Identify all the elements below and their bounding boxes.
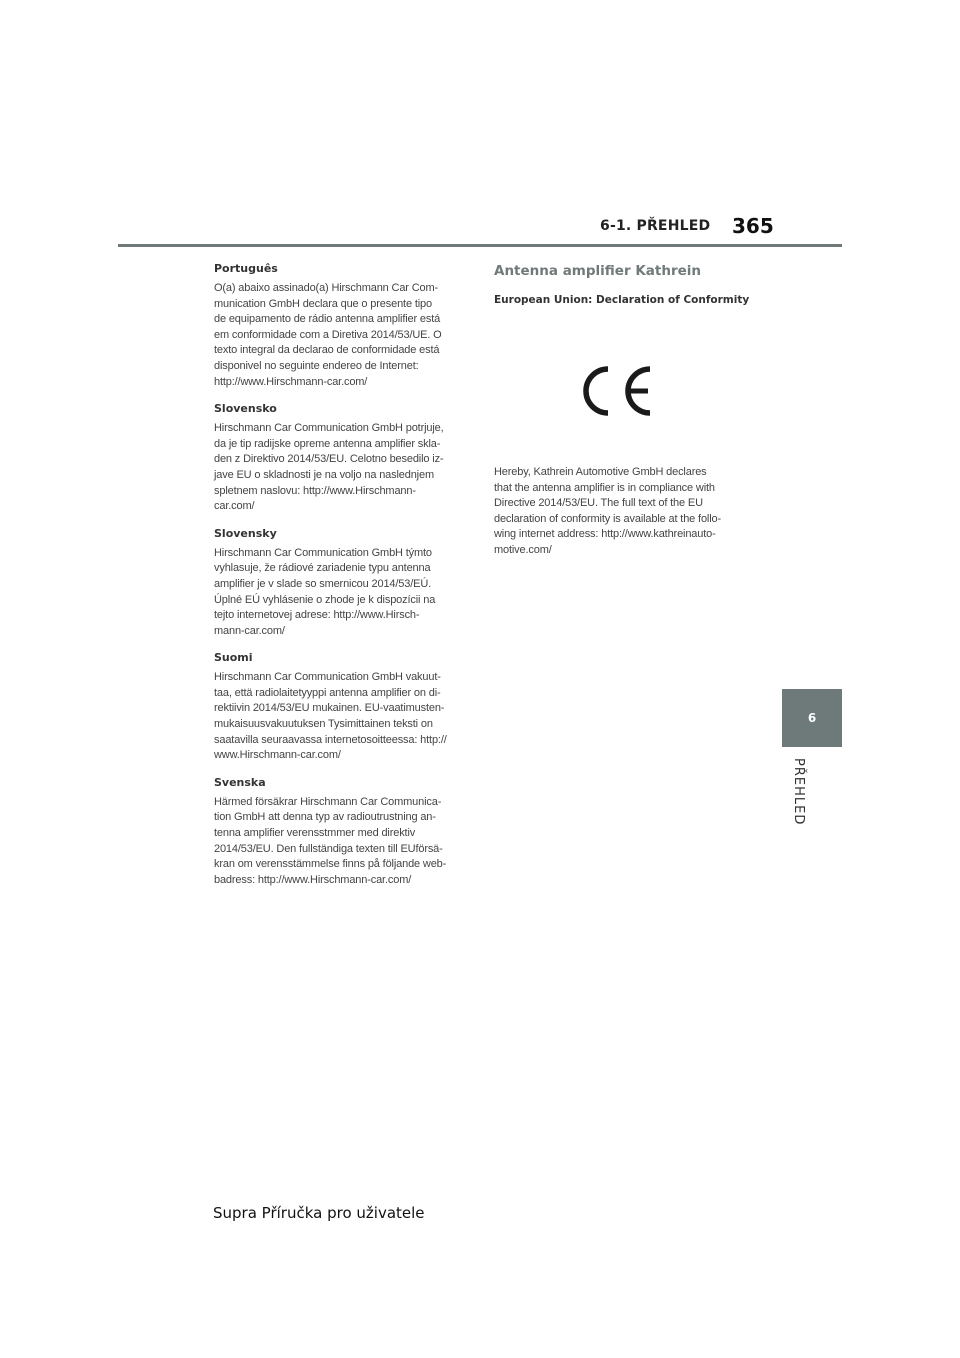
left-column [214, 262, 466, 900]
language-body [214, 281, 466, 390]
language-title: Svenska [214, 775, 266, 789]
footer-text: Supra Příručka pro uživatele [213, 1204, 425, 1222]
body-line: Hirschmann Car Communication GmbH potrjuje, [214, 422, 444, 435]
page-number: 365 [732, 214, 774, 238]
sub-heading: European Union: Declaration of Conformity [494, 294, 750, 306]
body-line: vyhlasuje, že rádiové zariadenie typu antenna [214, 562, 431, 575]
body-line: taa, että radiolaitetyyppi antenna amplifier on di- [214, 686, 441, 699]
body-line: http://www.Hirschmann-car.com/ [214, 375, 368, 388]
body-line: tejto internetovej adrese: http://www.Hirsch- [214, 609, 420, 622]
language-title: Suomi [214, 651, 253, 665]
body-line: rektiivin 2014/53/EU mukainen. EU-vaatimusten- [214, 702, 445, 715]
body-line: Hirschmann Car Communication GmbH týmto [214, 546, 432, 559]
body-line: disponivel no seguinte endereo de Internet: [214, 359, 419, 372]
language-body [214, 670, 466, 764]
body-line: O(a) abaixo assinado(a) Hirschmann Car Com- [214, 282, 439, 294]
body-line: Härmed försäkrar Hirschmann Car Communica- [214, 795, 442, 808]
language-body [214, 795, 466, 889]
body-line: Úplné EÚ vyhlásenie o zhode je k dispozícii na [214, 593, 436, 606]
chapter-tab-label: PŘEHLED [791, 758, 806, 826]
body-line: em conformidade com a Diretiva 2014/53/UE. O [214, 328, 442, 341]
declaration-text [494, 465, 756, 559]
body-line: mukaisuusvakuutuksen Tysimittainen teksti on [214, 718, 433, 731]
body-line: wing internet address: http://www.kathreinauto- [494, 528, 716, 541]
body-line: munication GmbH declara que o presente tipo [214, 297, 432, 310]
body-line: Hirschmann Car Communication GmbH vakuut- [214, 671, 441, 684]
body-line: da je tip radijske opreme antenna amplifier skla- [214, 437, 441, 450]
body-line: tion GmbH att denna typ av radioutrustning an- [214, 811, 436, 824]
ce-mark-area [494, 307, 756, 427]
body-line: mann-car.com/ [214, 624, 285, 637]
body-line: spletnem naslovu: http://www.Hirschmann- [214, 484, 416, 497]
body-line: de equipamento de rádio antenna amplifier está [214, 313, 441, 326]
body-line: Hereby, Kathrein Automotive GmbH declares [494, 466, 707, 478]
chapter-tab: 6 [782, 689, 842, 747]
body-line: 2014/53/EU. Den fullständiga texten till EUförsä- [214, 842, 443, 855]
body-line: den z Direktivo 2014/53/EU. Celotno besedilo iz- [214, 453, 444, 466]
body-line: motive.com/ [494, 543, 552, 556]
body-line: badress: http://www.Hirschmann-car.com/ [214, 873, 412, 886]
section-title: 6-1. PŘEHLED [600, 218, 711, 234]
language-body [214, 421, 466, 515]
body-line: kran om verensstämmelse finns på följande web- [214, 858, 447, 871]
header-rule [118, 244, 842, 247]
body-line: jave EU o skladnosti je na voljo na naslednjem [214, 468, 434, 481]
body-line: tenna amplifier verensstmmer med direktiv [214, 827, 416, 840]
body-line: amplifier je v slade so smernicou 2014/53/EÚ. [214, 577, 432, 590]
right-column [494, 262, 756, 571]
body-line: Directive 2014/53/EU. The full text of the EU [494, 497, 703, 510]
body-line: that the antenna amplifier is in compliance with [494, 481, 715, 494]
body-line: declaration of conformity is available at the follo- [494, 512, 721, 525]
language-title: Slovensky [214, 526, 277, 540]
ce-mark-logo [582, 363, 654, 419]
language-title: Português [214, 262, 278, 275]
body-line: texto integral da declarao de conformidade está [214, 344, 440, 357]
body-line: car.com/ [214, 500, 255, 513]
section-heading: Antenna amplifier Kathrein [494, 263, 702, 279]
body-line: www.Hirschmann-car.com/ [214, 749, 341, 762]
language-title: Slovensko [214, 402, 277, 416]
language-body [214, 546, 466, 640]
body-line: saatavilla seuraavassa internetosoitteessa: http:// [214, 733, 447, 746]
